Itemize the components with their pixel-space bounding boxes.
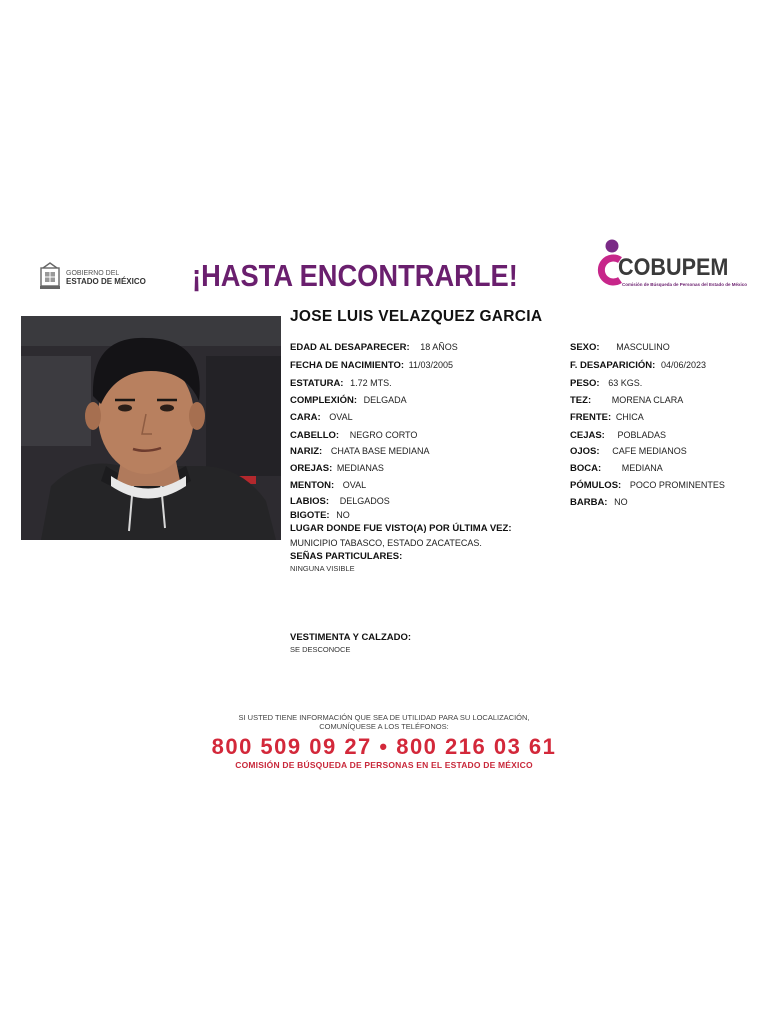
phone-numbers: 800 509 09 27 • 800 216 03 61 [211, 734, 557, 759]
field-value: POBLADAS [617, 430, 667, 440]
field-labios [290, 496, 390, 507]
field-label: EDAD AL DESAPARECER: [290, 342, 410, 353]
field-value: NO [336, 510, 350, 520]
field-value: MASCULINO [616, 342, 670, 352]
field-boca [570, 463, 663, 474]
notice-line1: SI USTED TIENE INFORMACIÓN QUE SEA DE UTILIDAD PARA SU LOCALIZACIÓN, [238, 713, 530, 722]
field-peso [570, 378, 642, 389]
field-label: OJOS: [570, 446, 600, 457]
field-label: PÓMULOS: [570, 480, 622, 491]
field-value: MORENA CLARA [611, 395, 684, 405]
field-cara [290, 412, 353, 423]
field-edad [290, 342, 458, 353]
field-cejas [570, 430, 666, 441]
field-label: MENTON: [290, 480, 335, 491]
field-frente [570, 412, 644, 423]
field-value: MEDIANA [621, 463, 663, 473]
clothing-value: SE DESCONOCE [290, 645, 351, 654]
field-label: COMPLEXIÓN: [290, 395, 358, 406]
field-label: ESTATURA: [290, 378, 344, 389]
field-sexo [570, 342, 670, 353]
last-seen-label [290, 523, 512, 534]
field-ojos [570, 446, 687, 457]
field-estatura [290, 378, 392, 389]
field-barba [570, 497, 628, 508]
field-f-desaparicion [570, 360, 706, 371]
field-label: PESO: [570, 378, 600, 389]
clothing-label-text: VESTIMENTA Y CALZADO: [290, 632, 412, 643]
contact-notice [0, 713, 768, 731]
field-label: NARIZ: [290, 446, 323, 457]
field-value: 63 KGS. [608, 378, 643, 388]
field-value: 04/06/2023 [660, 360, 707, 370]
field-cabello [290, 430, 417, 441]
field-tez [570, 395, 683, 406]
field-label: CABELLO: [290, 430, 340, 441]
notice-line2: COMUNÍQUESE A LOS TELÉFONOS: [319, 722, 449, 731]
field-value: NO [614, 497, 628, 507]
field-bigote [290, 510, 350, 521]
field-label: FECHA DE NACIMIENTO: [290, 360, 404, 371]
field-fecha-nacimiento [290, 360, 453, 371]
gob-edomex-logo [38, 262, 153, 292]
field-label: CEJAS: [570, 430, 605, 441]
field-label: CARA: [290, 412, 321, 423]
field-value: CHICA [615, 412, 644, 422]
headline: ¡HASTA ENCONTRARLE! [192, 258, 518, 293]
field-value: DELGADOS [339, 496, 390, 506]
last-seen-value: MUNICIPIO TABASCO, ESTADO ZACATECAS. [290, 538, 482, 548]
field-value: CHATA BASE MEDIANA [330, 446, 430, 456]
gob-edomex-crest-icon [38, 262, 62, 290]
person-name: JOSE LUIS VELAZQUEZ GARCIA [290, 308, 543, 325]
field-value: 18 AÑOS [420, 342, 458, 352]
gob-line2: ESTADO DE MÉXICO [66, 277, 146, 286]
field-label: FRENTE: [570, 412, 612, 423]
field-label: SEXO: [570, 342, 600, 353]
field-value: 11/03/2005 [408, 360, 454, 370]
field-value: NEGRO CORTO [349, 430, 418, 440]
field-value: CAFE MEDIANOS [612, 446, 687, 456]
field-nariz [290, 446, 430, 457]
marks-value: NINGUNA VISIBLE [290, 564, 355, 573]
last-seen-label-text: LUGAR DONDE FUE VISTO(A) POR ÚLTIMA VEZ: [290, 523, 512, 534]
marks-label [290, 551, 402, 562]
field-label: LABIOS: [290, 496, 330, 507]
field-value: MEDIANAS [336, 463, 384, 473]
field-value: POCO PROMINENTES [629, 480, 725, 490]
field-value: 1.72 MTS. [350, 378, 392, 388]
field-label: OREJAS: [290, 463, 333, 474]
cobupem-logo [592, 236, 748, 296]
field-value: OVAL [342, 480, 367, 490]
field-complexion [290, 395, 407, 406]
field-menton [290, 480, 366, 491]
field-label: F. DESAPARICIÓN: [570, 360, 656, 371]
field-label: TEZ: [570, 395, 592, 406]
field-value: OVAL [329, 412, 353, 422]
gob-text [66, 270, 146, 286]
field-pomulos [570, 480, 725, 491]
cobupem-wordmark: COBUPEM [618, 254, 729, 281]
field-orejas [290, 463, 384, 474]
field-label: BARBA: [570, 497, 608, 508]
field-label: BIGOTE: [290, 510, 330, 521]
field-label: BOCA: [570, 463, 602, 474]
clothing-label [290, 632, 411, 643]
field-value: DELGADA [363, 395, 407, 405]
cobupem-subtitle: Comisión de Búsqueda de Personas del Estado de México [622, 282, 748, 287]
person-photo [21, 316, 281, 540]
gob-line1: GOBIERNO DEL [66, 270, 120, 277]
commission-name: COMISIÓN DE BÚSQUEDA DE PERSONAS EN EL ESTADO DE MÉXICO [235, 760, 533, 770]
marks-label-text: SEÑAS PARTICULARES: [290, 551, 403, 562]
